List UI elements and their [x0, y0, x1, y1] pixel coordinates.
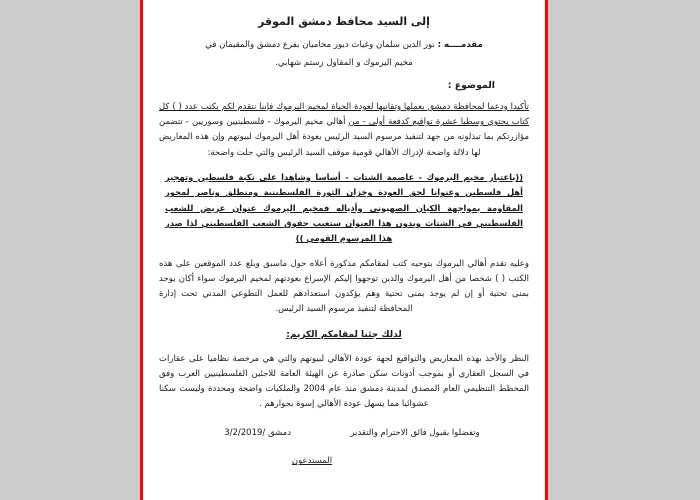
paragraph-1-rest: أهالي مخيم اليرموك - فلسطينيين وسوريين - تتضمن مؤازرتكم بما تبذلونه من جهد لتنفيذ مرسوم السيد الرئيس بعودة أهل اليرموك لبيوتهم وإن هذه المعاريض لها دلالة واضحة لإدراك الأهالي قومية موقف السيد الرئيس والتي جلت واضحة: [159, 117, 529, 158]
paragraph-1 [159, 100, 529, 161]
red-rule-right [545, 0, 548, 500]
intro-line-2: مخيم اليرموك و المقاول رستم شهابي. [275, 57, 413, 68]
document-title: إلى السيد محافظ دمشق الموقر [258, 15, 430, 28]
document-sheet [143, 0, 545, 500]
paragraph-3: النظر والأخذ بهذه المعاريض والتواقيع لجهة عودة الأهالي لبيوتهم والتي هي مرخصة نظاميا على عقارات في السجل العقاري أو بموجب أذونات سكن صادرة عن الهيئة العامة للاجئين الفلسطينيين العرب وفق المخطط التنظيمي العام المصدق لمدينة دمشق منذ عام 2004 والملكيات واضحة ومحددة وليست سكنا عشوائيا مما يسهل عودة الأهالي إسوة بجوارهم . [159, 353, 529, 410]
subject-label: الموضوع : [447, 80, 495, 91]
intro-line-1 [159, 38, 529, 54]
place-and-date: دمشق /3/2/2019 [224, 428, 291, 439]
paragraph-2: وعليه تقدم أهالي اليرموك بتوجيه كتب لمقامكم مذكورة أعلاه حول ماسبق وبلغ عدد الموقعين على هذه الكتب ( ) شخصا من أهل اليرموك والذين توجهوا إليكم الإسراع بعودتهم لمخيم اليرموك سواء أكان يوجد بمنى تحتية أو إن لم يوجد بمنى تحتية وهم يؤكدون استعدادهم للعمل التطوعي المدني تحت إدارة المحافظة لتنفيذ مرسوم السيد الرئيس. [159, 258, 529, 315]
intro-label: مقدمــــه : [437, 40, 483, 50]
intro-text-1: نور الدين سلمان وغياث ديور محاميان بفرع دمشق والمقيمان في [205, 40, 435, 50]
signature-row [159, 426, 529, 440]
request-heading: لذلك جئنا لمقامكم الكريم: [286, 329, 402, 340]
page-gutter-left [0, 0, 140, 500]
page-gutter-right [548, 0, 700, 500]
paragraph-1-underlined: تأكيدا ودعما لمحافظة دمشق بعملها وتقانيها لعودة الحياة لمخيم اليرموك فإننا نتقدم لكم بكتب عدد ( ) كل كتاب يحتوي وسطيا عشرة تواقيع كدفعة أولى - من [159, 102, 529, 128]
closing-salutation: وتفضلوا بقبول فائق الاحترام والتقدير [350, 428, 480, 439]
document-body [143, 0, 545, 500]
signers-label: المستدعون [291, 456, 333, 467]
quoted-statement: ((باعتبار مخيم اليرموك - عاصمة الشتات - أساسا وشاهدا على نكبة فلسطين وتهجير أهل فلسطين وعنوانا لحق العودة وخزان الثورة الفلسطينية ومنطلق وناصر لمحور المقاومة بمواجهة الكيان الصهيوني وأذياله فمخيم اليرموك عنوان عريض للشعب الفلسطيني في الشتات وبدون هذا العنوان ستغيب حقوق الشعب الفلسطيني لذا صدر هذا المرسوم القومي )) [165, 171, 523, 244]
